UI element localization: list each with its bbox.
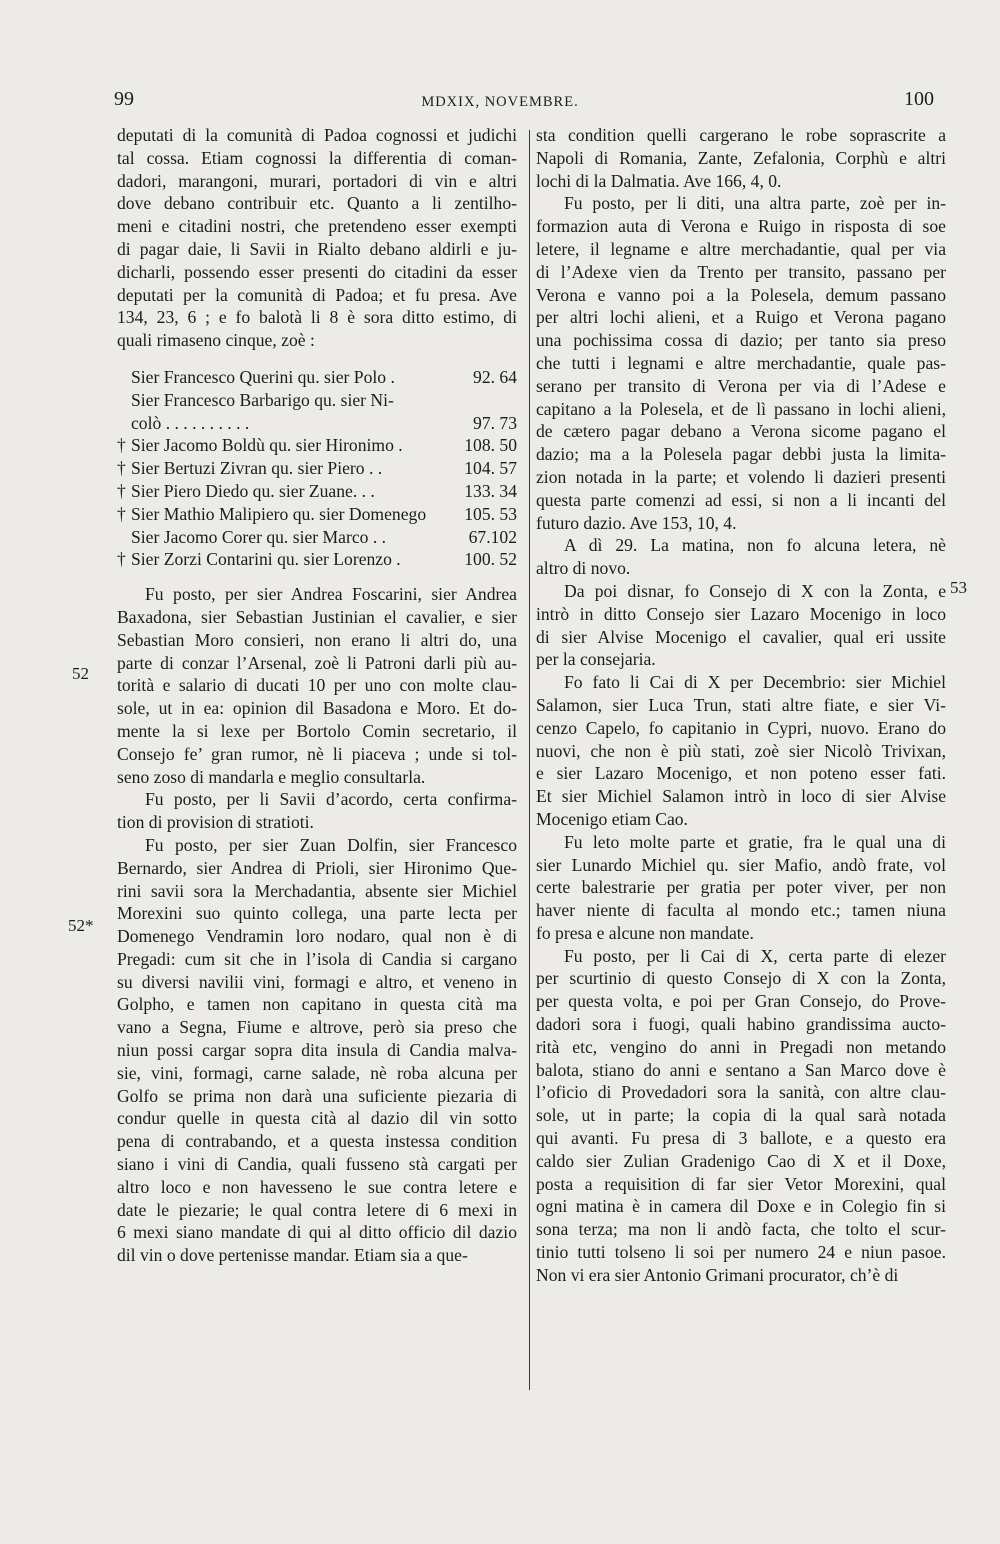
text-line: Verona e vanno poi a la Polesela, demum passano bbox=[536, 284, 946, 305]
text-line: Fo fato li Cai di X per Decembrio: sier Michiel bbox=[564, 672, 946, 693]
name-text: Sier Piero Diedo qu. sier Zuane. . . bbox=[131, 480, 375, 501]
text-line: di pagar daie, li Savii in Rialto debano aldirli e ju- bbox=[117, 238, 517, 259]
text-line: una pochissima cossa di dazio; per tanto sia preso bbox=[536, 330, 946, 351]
name-entry bbox=[117, 457, 517, 480]
name-entry bbox=[131, 366, 517, 389]
left-paragraph-2 bbox=[117, 583, 517, 788]
text-line: Napoli di Romania, Zante, Zefalonia, Corphù e altri bbox=[536, 147, 946, 168]
vote-count: 105. 53 bbox=[464, 503, 517, 524]
text-line: di sier Alvise Mocenigo el cavalier, qual eri ussite bbox=[536, 626, 946, 647]
left-column bbox=[117, 124, 517, 1267]
text-line: letere, il legname e altre merchadantie, qual per via bbox=[536, 238, 946, 259]
text-line: Fu posto, per sier Andrea Foscarini, sier Andrea bbox=[145, 584, 517, 605]
text-line: tinio tutti tolseno li soi per numero 24 e niun pasoe. bbox=[536, 1242, 946, 1263]
text-line: posta a requisition di far sier Vetor Morexini, qual bbox=[536, 1173, 946, 1194]
text-line: caldo sier Zulian Gradenigo Cao di X et il Doxe, bbox=[536, 1150, 946, 1171]
text-line: Fu posto, per li Cai di X, certa parte di elezer bbox=[564, 945, 946, 966]
text-line: Fu posto, per li diti, una altra parte, zoè per in- bbox=[564, 193, 946, 214]
page-number-left: 99 bbox=[114, 88, 134, 110]
text-line: qui avanti. Fu presa di 3 ballote, e a questo era bbox=[536, 1128, 946, 1149]
vote-count: 104. 57 bbox=[464, 458, 517, 479]
text-line: Consejo fe’ gran rumor, nè li piaceva ; unde si tol- bbox=[117, 743, 517, 764]
vote-count bbox=[447, 389, 517, 412]
text-line: vano a Segna, Fiume e altrove, però sia preso che bbox=[117, 1017, 517, 1038]
text-line: futuro dazio. Ave 153, 10, 4. bbox=[536, 512, 737, 533]
cross-mark: † bbox=[117, 503, 126, 524]
name-entry bbox=[131, 412, 517, 435]
text-line: Fu posto, per sier Zuan Dolfin, sier Francesco bbox=[145, 834, 517, 855]
text-line: pena di contrabando, et a questa instessa condition bbox=[117, 1131, 517, 1152]
text-line: tal cossa. Etiam cognossi la differentia di coman- bbox=[117, 147, 517, 168]
text-line: dil vin o dove pertenisse mandar. Etiam sia a que- bbox=[117, 1245, 468, 1266]
text-line: de cætero pagar debano a Verona sicome pagano el bbox=[536, 421, 946, 442]
text-line: altro di novo. bbox=[536, 558, 631, 579]
name-entry bbox=[131, 389, 517, 412]
cross-mark: † bbox=[117, 480, 126, 501]
text-line: questa parte comenzi ad essi, si non a li incanti del bbox=[536, 489, 946, 510]
names-list bbox=[117, 366, 517, 571]
right-paragraph-7 bbox=[536, 945, 946, 1287]
text-line: Sebastian Moro consieri, non erano li altri do, una bbox=[117, 629, 517, 650]
text-line: dazio; ma a la Polesela pagar debbi justa la limita- bbox=[536, 444, 946, 465]
text-line: deputati di la comunità di Padoa cognossi et judichi bbox=[117, 125, 517, 145]
name-text: Sier Francesco Querini qu. sier Polo . bbox=[131, 366, 395, 387]
name-text: Sier Bertuzi Zivran qu. sier Piero . . bbox=[131, 458, 383, 479]
text-line: Fu posto, per li Savii d’acordo, certa confirma- bbox=[145, 789, 517, 810]
text-line: fo presa e alcune non mandate. bbox=[536, 922, 754, 943]
text-line: seno zoso di mandarla e meglio consultarla. bbox=[117, 766, 426, 787]
name-text: Sier Jacomo Corer qu. sier Marco . . bbox=[131, 526, 387, 547]
text-line: Et sier Michiel Salamon intrò in loco di sier Alvise bbox=[536, 786, 946, 807]
text-line: dicharli, possendo esser presenti do citadini da esser bbox=[117, 261, 517, 282]
margin-number-52: 52 bbox=[72, 664, 89, 683]
text-line: altro loco e non havesseno le sue contra letere e bbox=[117, 1176, 517, 1197]
name-text: Sier Mathio Malipiero qu. sier Domenego bbox=[131, 503, 427, 524]
vote-count: 100. 52 bbox=[464, 549, 517, 570]
text-line: condur quelle in questa cità al dazio dil vin sotto bbox=[117, 1108, 517, 1129]
text-line: Pregadi: cum sit che in l’isola di Candia si cargano bbox=[117, 948, 517, 969]
name-entry bbox=[117, 503, 517, 526]
text-line: torità e salario di ducati 10 per uno con molte clau- bbox=[117, 675, 517, 696]
page-number-right: 100 bbox=[904, 88, 934, 110]
text-line: Baxadona, sier Sebastian Justinian el cavalier, e sier bbox=[117, 606, 517, 627]
text-line: niun possi cargar sopra dita insula di Candia malva- bbox=[117, 1040, 517, 1061]
text-line: per altri lochi alieni, et a Ruigo et Verona pagano bbox=[536, 307, 946, 328]
vote-count: 108. 50 bbox=[464, 435, 517, 456]
text-line: deputati per la comunità di Padoa; et fu presa. Ave bbox=[117, 284, 517, 305]
text-line: siano i vini di Candia, quali fusseno stà cargati per bbox=[117, 1154, 517, 1175]
left-paragraph-1 bbox=[117, 124, 517, 352]
name-entry bbox=[117, 434, 517, 457]
left-paragraph-3 bbox=[117, 788, 517, 834]
cross-mark: † bbox=[117, 549, 126, 570]
text-line: sole, ut in ea: opinion dil Basadona e Moro. Et do- bbox=[117, 698, 517, 719]
right-paragraph-5 bbox=[536, 671, 946, 831]
column-divider bbox=[529, 130, 530, 1390]
text-line: Non vi era sier Antonio Grimani procurator, ch’è di bbox=[536, 1264, 899, 1285]
vote-count: 92. 64 bbox=[473, 366, 517, 387]
left-paragraph-4 bbox=[117, 834, 517, 1267]
text-line: meni e citadini nostri, che pretendeno esser exempti bbox=[117, 216, 517, 237]
text-line: dove debano contribuir etc. Quanto a li zentilho- bbox=[117, 193, 517, 214]
name-text: colò . . . . . . . . . . bbox=[131, 412, 250, 433]
text-line: Bernardo, sier Andrea di Prioli, sier Hironimo Que- bbox=[117, 857, 517, 878]
text-line: ogni matina è in camera dil Doxe e in Colegio fin si bbox=[536, 1196, 946, 1217]
text-line: che tutti i legnami e altre merchadantie, quale pas- bbox=[536, 352, 946, 373]
text-line: Fu leto molte parte et gratie, fra le qual una di bbox=[564, 831, 946, 852]
text-line: Da poi disnar, fo Consejo di X con la Zonta, e bbox=[564, 580, 946, 601]
text-line: certe balestrarie per gratia per poter viver, per non bbox=[536, 877, 946, 898]
text-line: sier Lunardo Michiel qu. sier Mafio, andò frate, vol bbox=[536, 854, 946, 875]
text-line: dadori, marangoni, murari, portadori di vin e altri bbox=[117, 170, 517, 191]
text-line: date le piezarie; le qual contra letere di 6 mexi in bbox=[117, 1199, 517, 1220]
text-line: di l’Adexe vien da Trento per transito, passano per bbox=[536, 261, 946, 282]
text-line: e sier Lazaro Mocenigo, et non poteno esser fati. bbox=[536, 763, 946, 784]
text-line: haver niente di faculta al mondo etc.; tamen niuna bbox=[536, 900, 946, 921]
cross-mark: † bbox=[117, 435, 126, 456]
text-line: Golfo se prima non darà una suficiente piezaria di bbox=[117, 1085, 517, 1106]
text-line: cenzo Capelo, fo capitanio in Cypri, nuovo. Erano do bbox=[536, 717, 946, 738]
right-paragraph-2 bbox=[536, 192, 946, 534]
vote-count: 133. 34 bbox=[464, 480, 517, 501]
text-line: sole, ut in parte; la copia di la qual sarà notada bbox=[536, 1105, 946, 1126]
right-paragraph-3 bbox=[536, 534, 946, 580]
name-text: Sier Francesco Barbarigo qu. sier Ni- bbox=[131, 389, 394, 410]
text-line: Mocenigo etiam Cao. bbox=[536, 808, 688, 829]
name-text: Sier Jacomo Boldù qu. sier Hironimo . bbox=[131, 435, 403, 456]
text-line: serano per transito di Verona per via di l’Adese e bbox=[536, 375, 946, 396]
text-line: sona terza; ma non li andò facta, che tolto el scur- bbox=[536, 1219, 946, 1240]
running-title: MDXIX, NOVEMBRE. bbox=[421, 94, 579, 110]
text-line: rità etc, vengino do anni in Pregadi non metando bbox=[536, 1036, 946, 1057]
right-paragraph-1 bbox=[536, 124, 946, 192]
text-line: su diversi navilii vini, formagi e altro, et veneno in bbox=[117, 971, 517, 992]
text-line: l’oficio di Provedadori sora la sanità, con altre clau- bbox=[536, 1082, 946, 1103]
name-entry bbox=[117, 480, 517, 503]
name-entry bbox=[131, 526, 517, 549]
text-line: per la consejaria. bbox=[536, 649, 656, 670]
text-line: sie, vini, formagi, carne salade, nè roba alcuna per bbox=[117, 1062, 517, 1083]
text-line: 134, 23, 6 ; e fo balotà li 8 è sora ditto estimo, di bbox=[117, 307, 517, 328]
name-entry bbox=[117, 548, 517, 571]
text-line: Salamon, sier Luca Trun, stati altre fiate, e sier Vi- bbox=[536, 694, 946, 715]
text-line: formazion auta di Verona e Ruigo in risposta di soe bbox=[536, 216, 946, 237]
text-line: per questa volta, e poi per Gran Consejo, do Prove- bbox=[536, 991, 946, 1012]
text-line: zion notada in la parte; et volendo li dazieri presenti bbox=[536, 466, 946, 487]
text-line: per scurtinio di questo Consejo di X con la Zonta, bbox=[536, 968, 946, 989]
margin-number-53: 53 bbox=[950, 578, 967, 597]
text-line: dadori sora i fuogi, quali habino grandissima aucto- bbox=[536, 1014, 946, 1035]
name-text: Sier Zorzi Contarini qu. sier Lorenzo . bbox=[131, 549, 401, 570]
text-line: quali rimaseno cinque, zoè : bbox=[117, 330, 315, 351]
right-column bbox=[536, 124, 946, 1287]
text-line: lochi di la Dalmatia. Ave 166, 4, 0. bbox=[536, 170, 782, 191]
text-line: tion di provision di stratioti. bbox=[117, 812, 314, 833]
text-line: capitano a la Polesela, et de lì passano in lochi alieni, bbox=[536, 398, 946, 419]
right-paragraph-4 bbox=[536, 580, 946, 671]
text-line: mente la si lexe per Bortolo Comin secretario, il bbox=[117, 720, 517, 741]
right-paragraph-6 bbox=[536, 831, 946, 945]
text-line: sta condition quelli cargerano le robe soprascrite a bbox=[536, 125, 946, 145]
margin-number-52-star: 52* bbox=[68, 916, 94, 935]
text-line: Golpho, e tamen non capitano in questa cità ma bbox=[117, 994, 517, 1015]
text-line: nuovi, che non è più stati, zoè sier Nicolò Trivixan, bbox=[536, 740, 946, 761]
vote-count: 97. 73 bbox=[473, 412, 517, 433]
text-line: 6 mexi siano mandate di qui al ditto officio dil dazio bbox=[117, 1222, 517, 1243]
text-line: A dì 29. La matina, non fo alcuna letera, nè bbox=[564, 535, 946, 556]
text-line: parte di conzar l’Arsenal, zoè li Patroni darli più au- bbox=[117, 652, 517, 673]
text-line: intrò in ditto Consejo sier Lazaro Mocenigo in loco bbox=[536, 603, 946, 624]
text-line: Morexini suo quinto collega, una parte lecta per bbox=[117, 903, 517, 924]
text-line: balota, stiano do anni e sentano a San Marco dove è bbox=[536, 1059, 946, 1080]
text-line: rini savii sora la Merchadantia, absente sier Michiel bbox=[117, 880, 517, 901]
text-line: Domenego Vendramin loro nodaro, qual non è di bbox=[117, 926, 517, 947]
vote-count: 67.102 bbox=[468, 526, 517, 547]
cross-mark: † bbox=[117, 458, 126, 479]
